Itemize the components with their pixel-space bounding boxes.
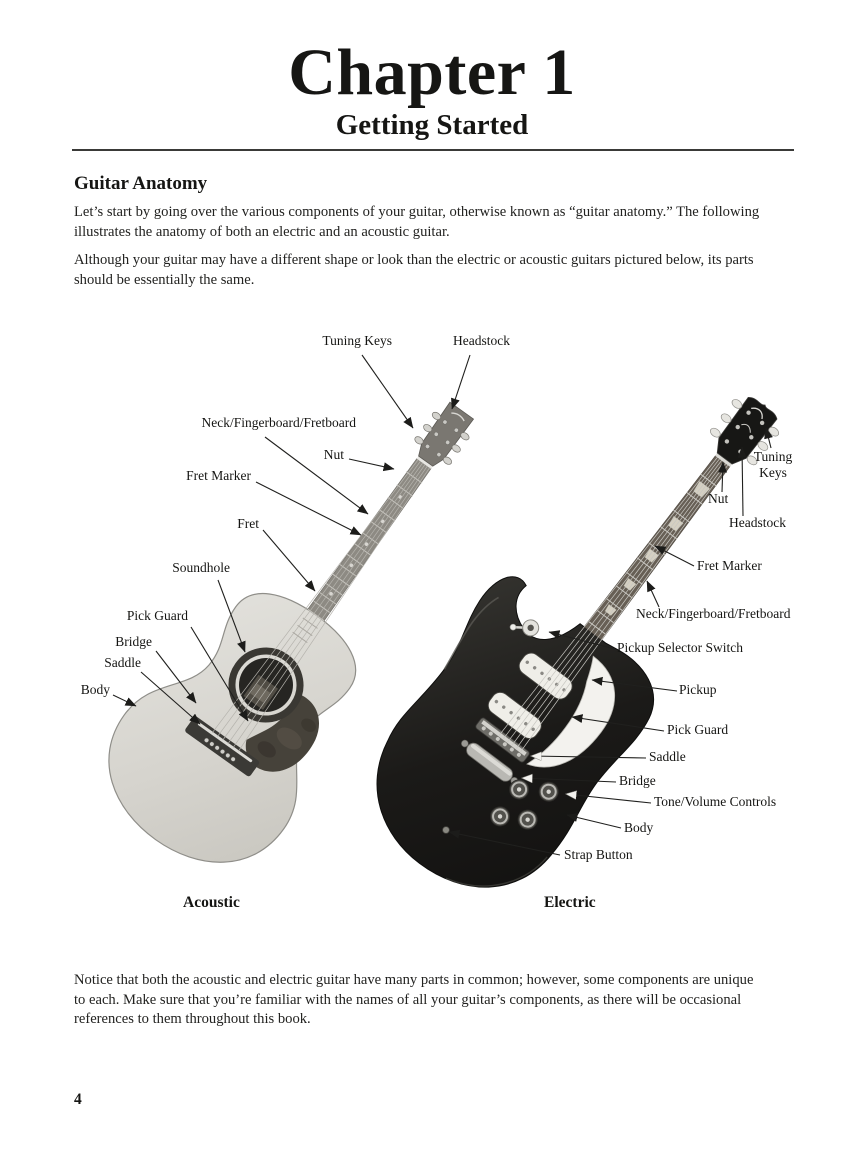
electric-label-headstock: Headstock — [729, 515, 786, 530]
closing-paragraph: Notice that both the acoustic and electric guitar have many parts in common; however, some components are unique to each. Make sure that you’re familiar with the names of all your guitar’s components, as there will be occasional references to them throughout this book. — [74, 972, 754, 1027]
acoustic-label-bridge: Bridge — [115, 634, 152, 649]
electric-label-bridge: Bridge — [619, 773, 656, 788]
page-number: 4 — [74, 1091, 82, 1108]
electric-label-body: Body — [624, 820, 654, 835]
electric-label-pick-guard: Pick Guard — [667, 722, 729, 737]
section-heading: Guitar Anatomy — [74, 173, 208, 194]
electric-guitar-illustration — [332, 339, 846, 924]
acoustic-label-saddle: Saddle — [104, 655, 141, 670]
acoustic-caption: Acoustic — [183, 894, 240, 911]
acoustic-label-fret-marker: Fret Marker — [186, 468, 251, 483]
acoustic-label-neck: Neck/Fingerboard/Fretboard — [201, 415, 356, 430]
electric-label-saddle: Saddle — [649, 749, 686, 764]
electric-strap-button — [443, 827, 450, 834]
acoustic-label-soundhole: Soundhole — [172, 560, 230, 575]
electric-label-neck: Neck/Fingerboard/Fretboard — [636, 606, 791, 621]
acoustic-label-tuning-keys: Tuning Keys — [322, 333, 392, 348]
acoustic-label-fret: Fret — [237, 516, 259, 531]
electric-label-pickup: Pickup — [679, 682, 717, 697]
electric-label-pickup-selector-switch: Pickup Selector Switch — [617, 640, 743, 655]
chapter-title: Chapter 1 — [288, 36, 576, 109]
electric-label-tuning-keys: Tuning Keys — [753, 449, 793, 480]
acoustic-label-nut: Nut — [323, 447, 344, 462]
acoustic-label-pick-guard: Pick Guard — [126, 608, 188, 623]
acoustic-label-headstock: Headstock — [453, 333, 510, 348]
electric-label-fret-marker: Fret Marker — [697, 558, 762, 573]
acoustic-label-body: Body — [80, 682, 110, 697]
intro-paragraph-2: Although your guitar may have a different shape or look than the electric or acoustic guitars pictured below, its parts should be essentially the same. — [74, 252, 754, 288]
electric-label-tone-volume-controls: Tone/Volume Controls — [654, 794, 777, 809]
electric-caption: Electric — [544, 894, 596, 911]
intro-paragraph-1: Let’s start by going over the various components of your guitar, otherwise known as “guitar anatomy.” The following illustrates the anatomy of both an electric and an acoustic guitar. — [74, 204, 760, 240]
electric-label-nut: Nut — [708, 491, 729, 506]
chapter-subtitle: Getting Started — [335, 109, 529, 141]
acoustic-body — [76, 558, 396, 897]
electric-label-strap-button: Strap Button — [564, 847, 633, 862]
